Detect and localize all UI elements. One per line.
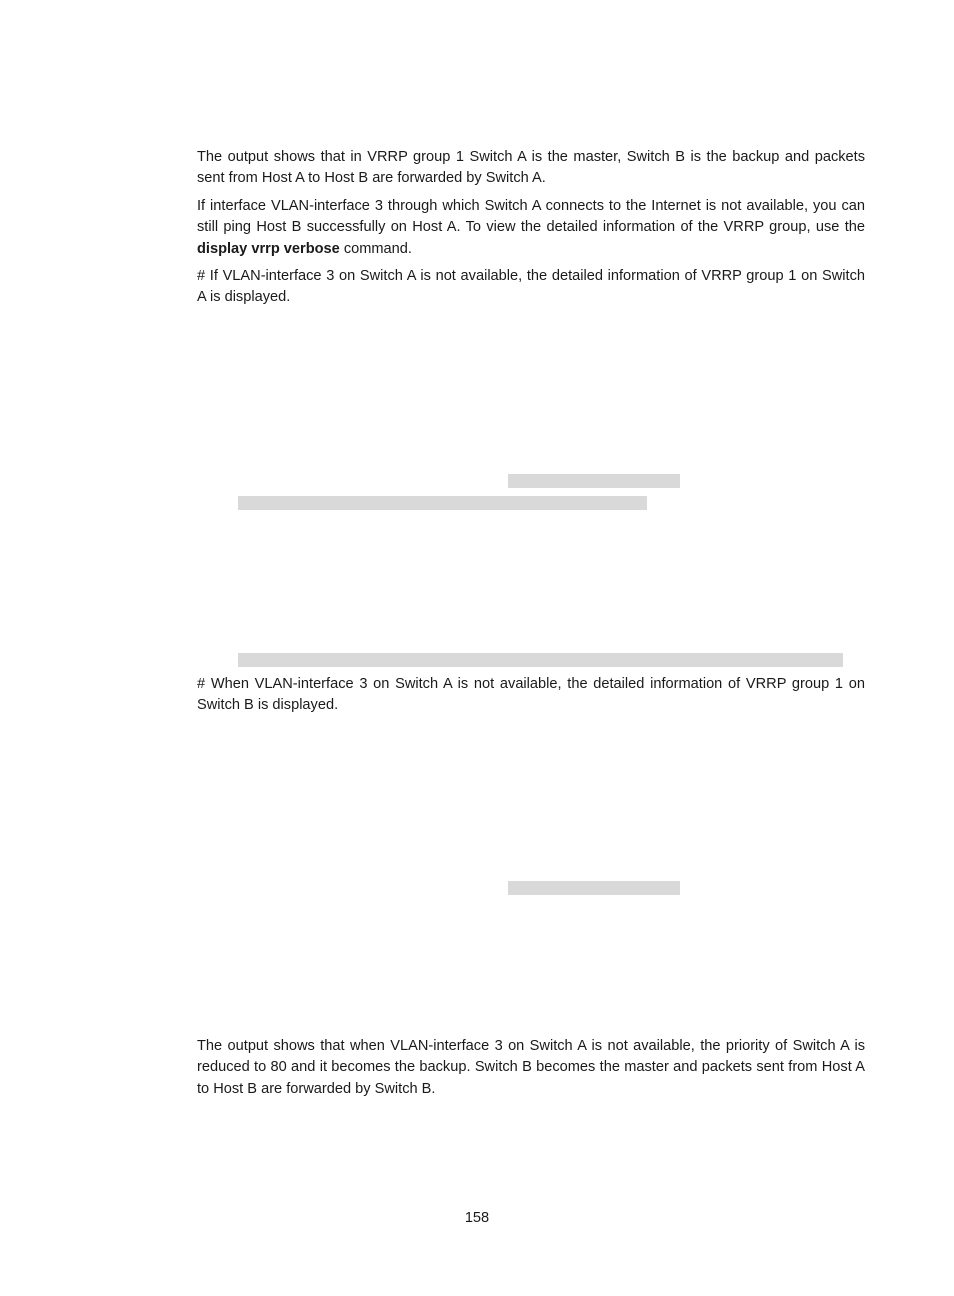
paragraph-ping-instructions [197,196,865,260]
paragraph-switch-a-detail-intro [197,266,865,309]
page-number: 158 [464,1210,490,1226]
paragraph-text: The output shows that when VLAN-interface 3 on Switch A is not available, the priority of Switch A is reduced to 80 and it becomes the backup. Switch B becomes the master and packets sent from Host A to Host B are forwarded by Switch B. [197,1038,865,1097]
paragraph-text-start: If interface VLAN-interface 3 through which Switch A connects to the Internet is not available, you can still ping Host B successfully on Host A. To view the detailed information of the VRRP group, use the [197,198,865,236]
code-highlight-bar [238,496,647,510]
code-highlight-bar [238,653,843,667]
paragraph-text: The output shows that in VRRP group 1 Switch A is the master, Switch B is the backup and packets sent from Host A to Host B are forwarded by Switch A. [197,149,865,187]
code-highlight-bar [508,881,680,895]
paragraph-output-summary-backup [197,1036,865,1100]
paragraph-switch-b-detail-intro [197,674,865,717]
command-name: display vrrp verbose [197,240,340,257]
paragraph-output-summary-master [197,147,865,190]
code-highlight-bar [508,474,680,488]
paragraph-text: # When VLAN-interface 3 on Switch A is not available, the detailed information of VRRP group 1 on Switch B is displayed. [197,676,865,714]
paragraph-text-end: command. [339,240,412,257]
paragraph-text: # If VLAN-interface 3 on Switch A is not available, the detailed information of VRRP group 1 on Switch A is displayed. [197,268,865,306]
